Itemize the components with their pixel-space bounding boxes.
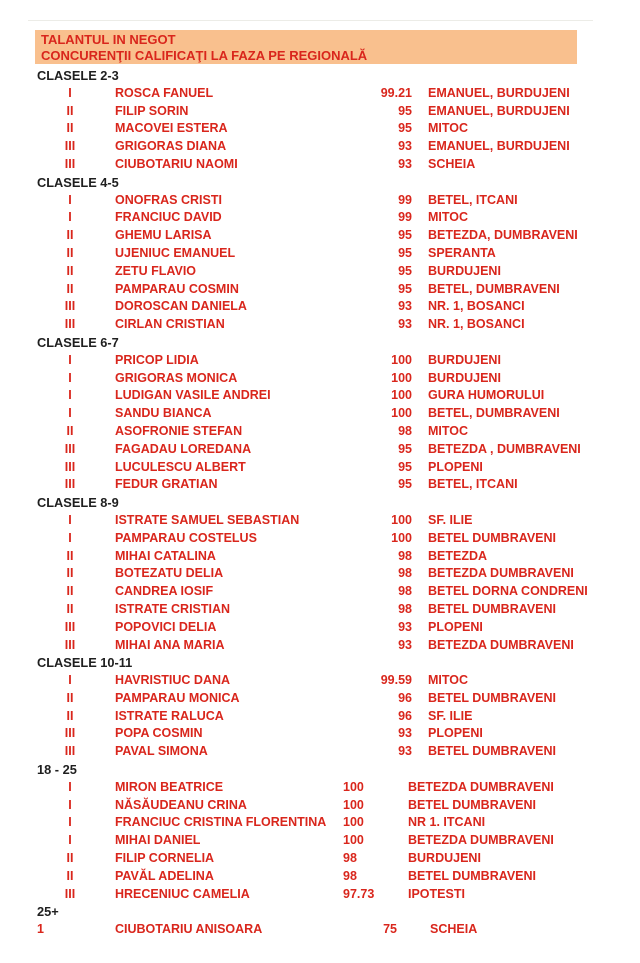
result-row [35,298,580,316]
result-row [35,209,580,227]
name-cell: FRANCIUC CRISTINA FLORENTINA [115,815,327,830]
result-row [35,316,580,334]
name-cell: GHEMU LARISA [115,228,212,243]
score-cell: 93 [398,299,412,314]
rank-cell: III [64,886,76,901]
school-cell: MITOC [428,673,469,688]
name-cell: ROSCA FANUEL [115,85,214,100]
result-row [35,708,580,726]
rank-cell: I [68,815,72,830]
result-row [35,423,580,441]
result-row [35,245,580,263]
result-row [35,476,580,494]
school-cell: BETEZDA , DUMBRAVENI [428,441,581,456]
score-cell: 100 [343,815,364,830]
score-cell: 98 [398,548,412,563]
school-cell: BETEZDA [428,548,488,563]
section-header: CLASELE 2-3 [37,68,119,83]
name-cell: BOTEZATU DELIA [115,566,224,581]
result-row [35,85,580,103]
school-cell: BETEZDA DUMBRAVENI [408,779,554,794]
result-row [35,281,580,299]
result-row [35,370,580,388]
score-cell: 100 [391,370,412,385]
rank-cell: I [68,833,72,848]
section [35,67,580,174]
rank-cell: III [64,459,76,474]
school-cell: BETEL DUMBRAVENI [408,797,537,812]
result-row [35,138,580,156]
result-row [35,263,580,281]
school-cell: SCHEIA [428,156,476,171]
rank-cell: I [68,192,72,207]
name-cell: NĂSĂUDEANU CRINA [115,797,247,812]
school-cell: BURDUJENI [408,851,481,866]
school-cell: PLOPENI [428,619,483,634]
rank-cell: I [68,388,72,403]
section [35,494,588,654]
rank-cell: I [68,352,72,367]
rank-cell: III [64,637,76,652]
name-cell: LUDIGAN VASILE ANDREI [115,388,271,403]
section-header: CLASELE 8-9 [37,495,119,511]
score-cell: 95 [398,228,412,243]
school-cell: EMANUEL, BURDUJENI [428,85,570,100]
section-header: 25+ [37,904,59,920]
score-cell: 98 [343,868,357,883]
score-cell: 100 [343,779,364,794]
result-row [35,227,580,245]
score-cell: 95 [398,441,412,456]
school-cell: BURDUJENI [428,370,501,385]
result-row [35,868,580,886]
score-cell: 93 [398,317,412,332]
sections [35,67,588,939]
rank-cell: II [66,281,74,296]
rank-cell: II [66,690,74,705]
school-cell: NR. 1, BOSANCI [428,299,525,314]
score-cell: 100 [391,530,412,545]
rank-cell: III [64,317,76,332]
rank-cell: II [66,851,74,866]
result-row [35,814,580,832]
rank-cell: III [64,441,76,456]
result-row [35,690,580,708]
result-row [35,387,580,405]
rank-cell: II [66,548,74,563]
rank-cell: II [66,103,74,118]
school-cell: IPOTESTI [408,886,465,901]
school-cell: BETEL, ITCANI [428,192,518,207]
result-row [35,459,580,477]
score-cell: 93 [398,619,412,634]
school-cell: BETEL DUMBRAVENI [428,601,557,616]
score-cell: 100 [391,352,412,367]
name-cell: HRECENIUC CAMELIA [115,886,250,901]
name-cell: CIRLAN CRISTIAN [115,317,225,332]
name-cell: CIUBOTARIU NAOMI [115,156,238,171]
rank-cell: I [68,512,72,527]
school-cell: SCHEIA [430,922,478,937]
name-cell: POPA COSMIN [115,726,203,741]
score-cell: 95 [398,103,412,118]
score-cell: 98 [398,423,412,438]
score-cell: 95 [398,281,412,296]
result-row [35,921,580,939]
section-header: CLASELE 6-7 [37,334,119,350]
score-cell: 100 [343,797,364,812]
school-cell: BETEZDA DUMBRAVENI [428,566,574,581]
result-row [35,637,580,655]
name-cell: DOROSCAN DANIELA [115,299,247,314]
rank-cell: I [68,85,72,100]
name-cell: PAMPARAU MONICA [115,690,240,705]
school-cell: MITOC [428,121,469,136]
name-cell: ISTRATE SAMUEL SEBASTIAN [115,512,300,527]
name-cell: FILIP CORNELIA [115,851,215,866]
name-cell: POPOVICI DELIA [115,619,217,634]
rank-cell: II [66,584,74,599]
rank-cell: I [68,779,72,794]
result-row [35,779,580,797]
school-cell: BETEL DUMBRAVENI [408,868,537,883]
school-cell: BURDUJENI [428,263,501,278]
result-row [35,797,580,815]
name-cell: ISTRATE RALUCA [115,708,224,723]
rank-cell: 1 [37,922,44,937]
school-cell: MITOC [428,210,469,225]
rank-cell: II [66,228,74,243]
score-cell: 100 [391,512,412,527]
name-cell: ONOFRAS CRISTI [115,192,222,207]
name-cell: PAMPARAU COSMIN [115,281,239,296]
school-cell: MITOC [428,423,469,438]
name-cell: HAVRISTIUC DANA [115,673,231,688]
school-cell: NR. 1, BOSANCI [428,317,525,332]
school-cell: PLOPENI [428,726,483,741]
name-cell: PRICOP LIDIA [115,352,199,367]
rank-cell: I [68,530,72,545]
school-cell: SF. ILIE [428,512,473,527]
name-cell: MIHAI DANIEL [115,833,201,848]
score-cell: 98 [398,601,412,616]
rank-cell: II [66,245,74,260]
name-cell: UJENIUC EMANUEL [115,245,236,260]
result-row [35,512,580,530]
rank-cell: I [68,673,72,688]
score-cell: 95 [398,263,412,278]
rank-cell: II [66,423,74,438]
results-document [35,30,588,939]
section [35,903,580,939]
section [35,334,580,494]
school-cell: BURDUJENI [428,352,501,367]
rank-cell: III [64,726,76,741]
result-row [35,120,580,138]
score-cell: 100 [391,388,412,403]
rank-cell: III [64,619,76,634]
rank-cell: II [66,868,74,883]
name-cell: FRANCIUC DAVID [115,210,222,225]
rank-cell: II [66,263,74,278]
score-cell: 75 [383,922,397,937]
result-row [35,565,580,583]
score-cell: 93 [398,726,412,741]
school-cell: BETEZDA DUMBRAVENI [408,833,554,848]
school-cell: BETEL DORNA CONDRENI [428,584,588,599]
result-row [35,103,580,121]
name-cell: ISTRATE CRISTIAN [115,601,231,616]
name-cell: LUCULESCU ALBERT [115,459,246,474]
result-row [35,583,588,601]
rank-cell: I [68,797,72,812]
rank-cell: III [64,477,76,492]
title-banner [35,30,577,64]
rank-cell: I [68,370,72,385]
section [35,174,580,334]
rank-cell: II [66,121,74,136]
result-row [35,405,580,423]
school-cell: BETEL DUMBRAVENI [428,690,557,705]
name-cell: CIUBOTARIU ANISOARA [115,922,263,937]
result-row [35,850,580,868]
score-cell: 99.59 [380,673,412,688]
name-cell: MIRON BEATRICE [115,779,224,794]
score-cell: 96 [398,690,412,705]
name-cell: PAVAL SIMONA [115,744,208,759]
result-row [35,441,580,459]
school-cell: EMANUEL, BURDUJENI [428,103,570,118]
score-cell: 95 [398,245,412,260]
school-cell: SPERANTA [428,245,496,260]
rank-cell: II [66,708,74,723]
name-cell: GRIGORAS DIANA [115,139,227,154]
score-cell: 97.73 [343,886,375,901]
name-cell: MACOVEI ESTERA [115,121,228,136]
document-subtitle: CONCURENŢII CALIFICAŢI LA FAZA PE REGIONALĂ [41,47,368,63]
name-cell: FAGADAU LOREDANA [115,441,252,456]
school-cell: BETEL, DUMBRAVENI [428,406,560,421]
result-row [35,601,580,619]
result-row [35,548,580,566]
result-row [35,156,580,174]
score-cell: 99 [398,210,412,225]
school-cell: PLOPENI [428,459,483,474]
school-cell: EMANUEL, BURDUJENI [428,139,570,154]
school-cell: NR 1. ITCANI [408,815,486,830]
section-header: CLASELE 10-11 [37,655,133,671]
school-cell: GURA HUMORULUI [428,388,545,403]
name-cell: MIHAI CATALINA [115,548,216,563]
result-row [35,530,580,548]
page-top-border [28,20,593,21]
score-cell: 99.21 [380,85,412,100]
school-cell: SF. ILIE [428,708,473,723]
section [35,761,580,903]
rank-cell: II [66,601,74,616]
rank-cell: III [64,156,76,171]
score-cell: 93 [398,139,412,154]
score-cell: 98 [398,566,412,581]
result-row [35,352,580,370]
result-row [35,672,580,690]
score-cell: 100 [391,406,412,421]
score-cell: 96 [398,708,412,723]
name-cell: ZETU FLAVIO [115,263,197,278]
score-cell: 98 [398,584,412,599]
score-cell: 95 [398,459,412,474]
section-header: 18 - 25 [37,762,77,778]
rank-cell: I [68,406,72,421]
score-cell: 95 [398,477,412,492]
result-row [35,619,580,637]
score-cell: 99 [398,192,412,207]
score-cell: 93 [398,156,412,171]
section [35,654,580,761]
score-cell: 93 [398,744,412,759]
rank-cell: III [64,139,76,154]
name-cell: MIHAI ANA MARIA [115,637,225,652]
name-cell: ASOFRONIE STEFAN [115,423,243,438]
school-cell: BETEL DUMBRAVENI [428,744,557,759]
school-cell: BETEL, DUMBRAVENI [428,281,560,296]
name-cell: SANDU BIANCA [115,406,212,421]
school-cell: BETEL DUMBRAVENI [428,530,557,545]
result-row [35,886,580,904]
name-cell: FEDUR GRATIAN [115,477,218,492]
school-cell: BETEZDA, DUMBRAVENI [428,228,578,243]
section-header: CLASELE 4-5 [37,174,119,190]
result-row [35,725,580,743]
school-cell: BETEL, ITCANI [428,477,518,492]
score-cell: 98 [343,851,357,866]
result-row [35,192,580,210]
name-cell: GRIGORAS MONICA [115,370,238,385]
score-cell: 93 [398,637,412,652]
rank-cell: I [68,210,72,225]
rank-cell: II [66,566,74,581]
name-cell: PAMPARAU COSTELUS [115,530,257,545]
score-cell: 100 [343,833,364,848]
name-cell: FILIP SORIN [115,103,189,118]
name-cell: PAVĂL ADELINA [115,868,214,883]
rank-cell: III [64,299,76,314]
document-title: TALANTUL IN NEGOT [41,32,176,47]
rank-cell: III [64,744,76,759]
result-row [35,832,580,850]
name-cell: CANDREA IOSIF [115,584,214,599]
school-cell: BETEZDA DUMBRAVENI [428,637,574,652]
score-cell: 95 [398,121,412,136]
result-row [35,743,580,761]
